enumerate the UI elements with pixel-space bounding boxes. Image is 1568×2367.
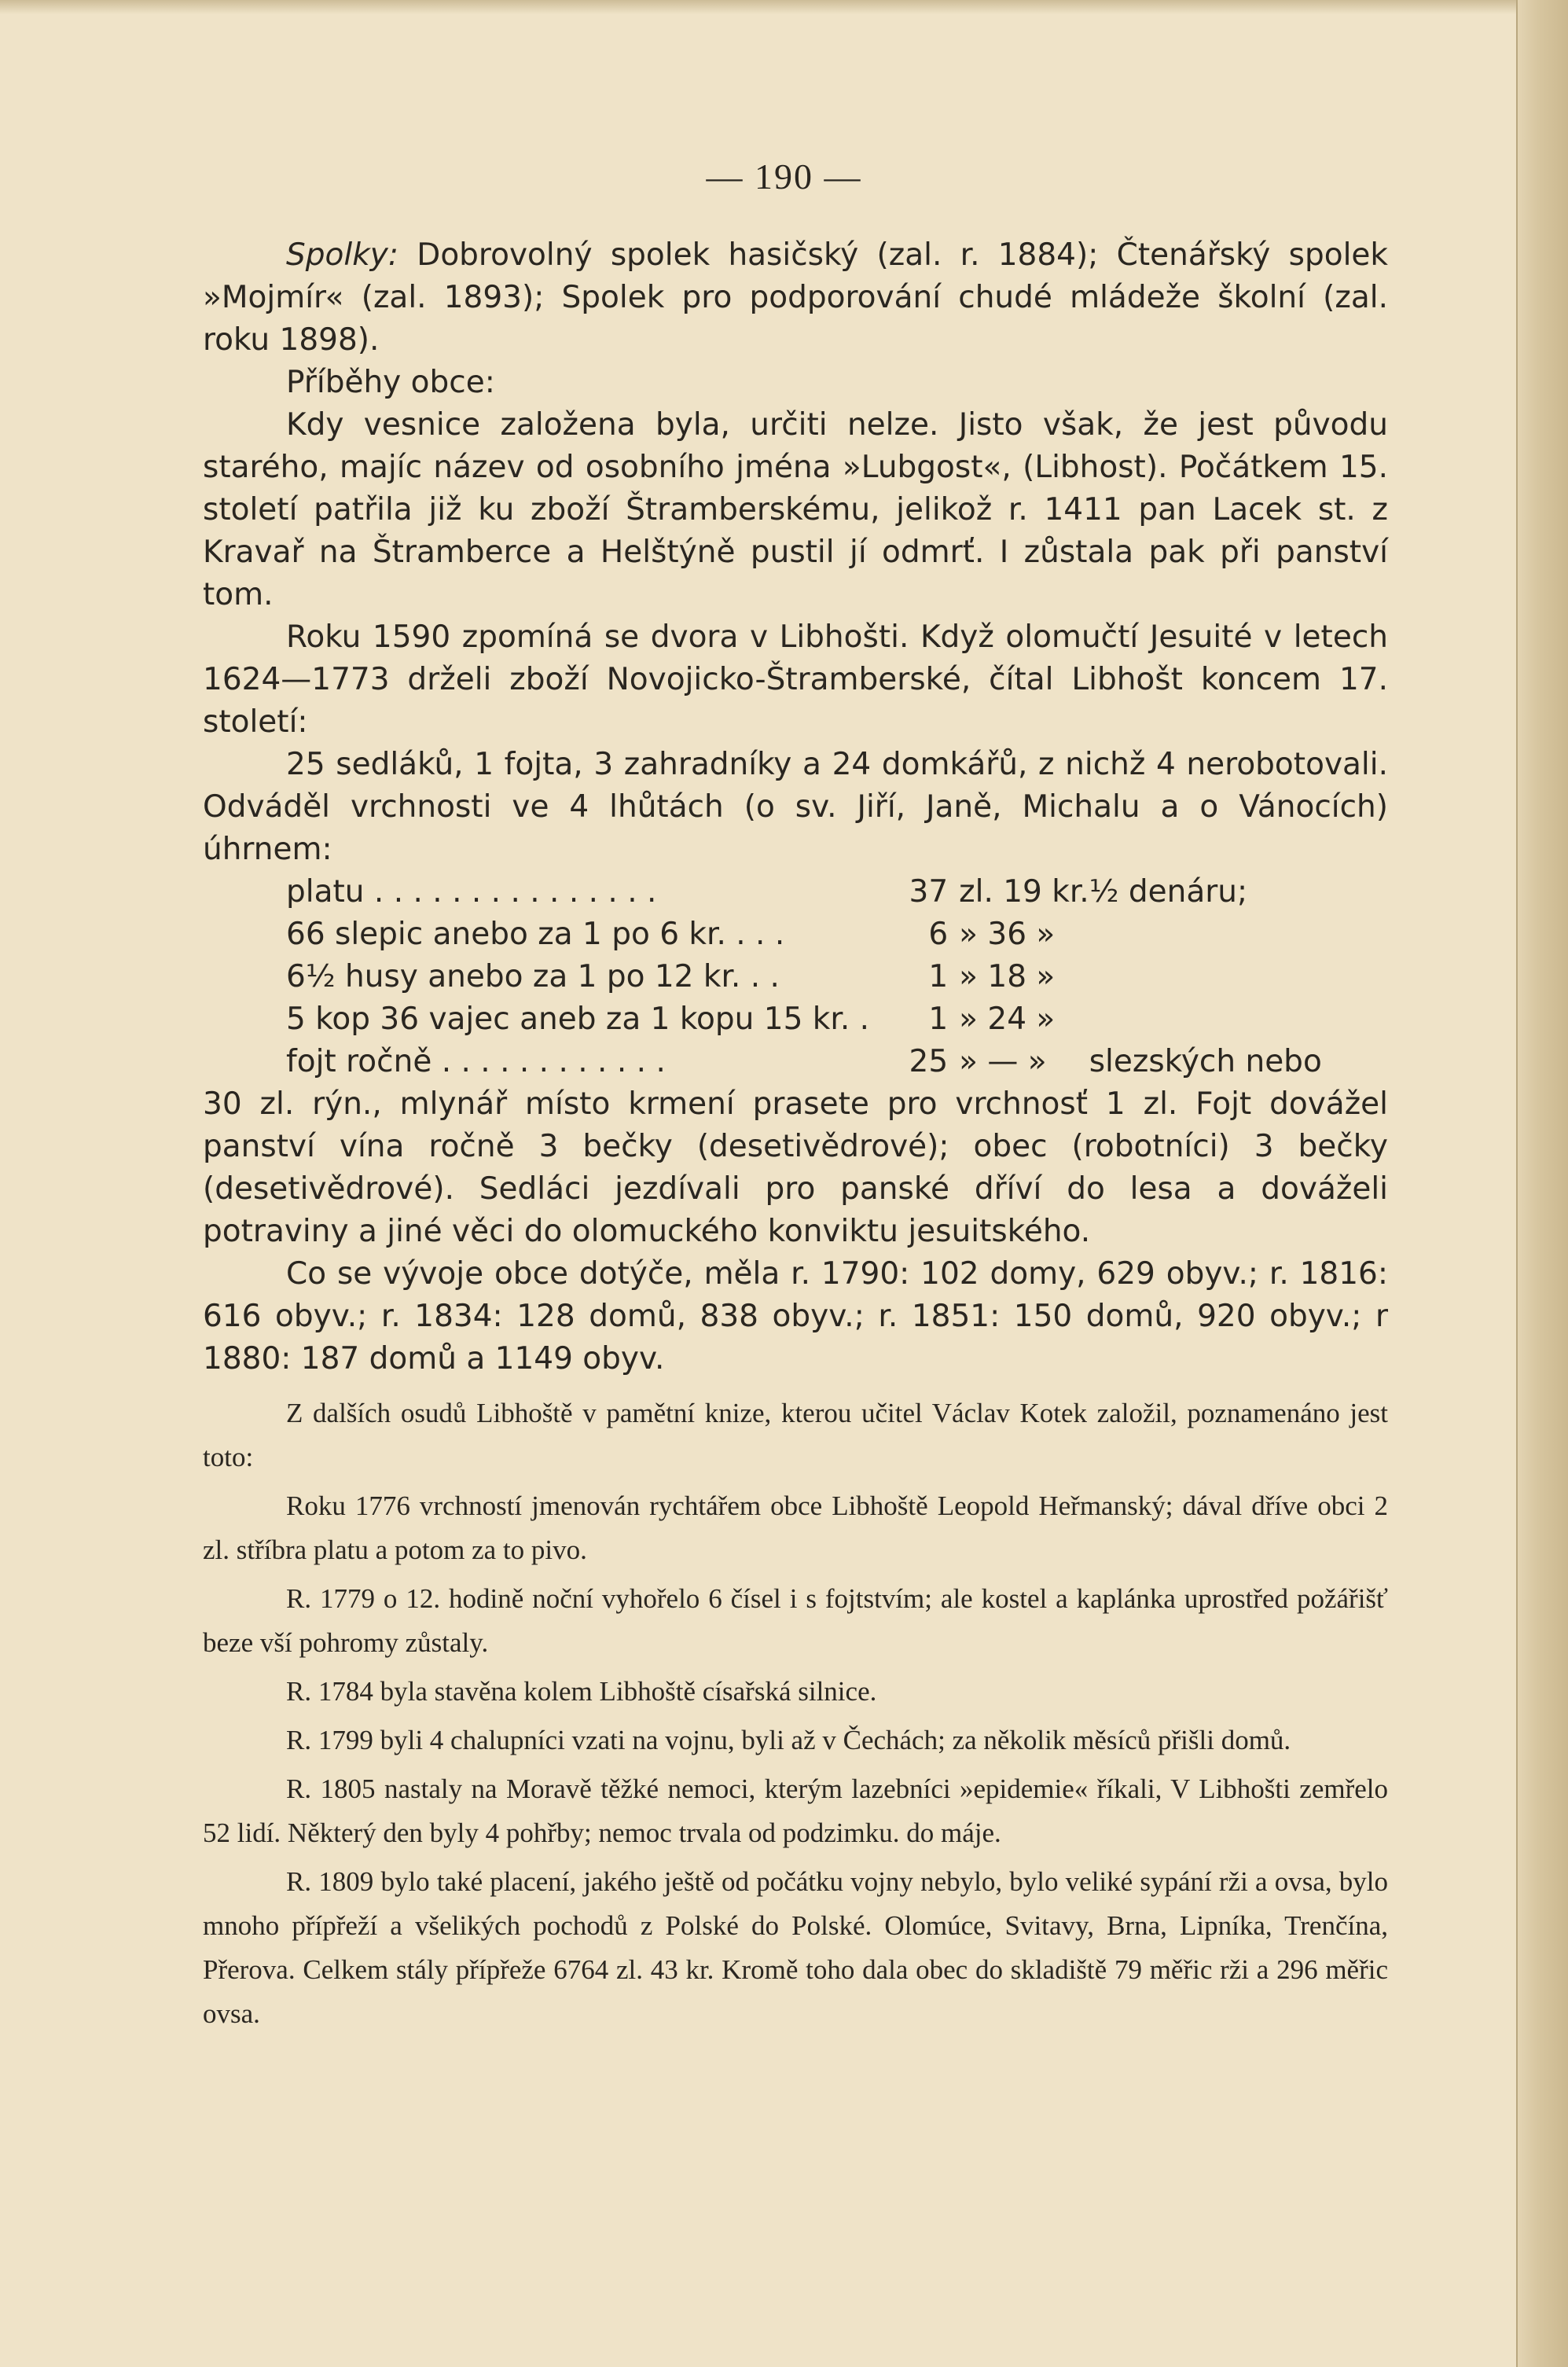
paragraph-4: 30 zl. rýn., mlynář místo krmení prasete pro vrchnosť 1 zl. Fojt dovážel panství vína ročně 3 bečky (desetivědrové); obec (robotníci) 3 bečky (desetivědrové). Sedláci jezdívali pro panské dříví do lesa a dováželi potraviny a jiné věci do olomuckého konviktu jesuitského. [203,1086,1388,1249]
heading-pribehy: Příběhy obce: [286,365,495,400]
tax-item: fojt ročně . . . . . . . . . . . . [286,1044,666,1079]
tax-item: platu . . . . . . . . . . . . . . . [286,874,657,910]
chronicle-entry: R. 1784 byla stavěna kolem Libhoště císařská silnice. [286,1676,877,1707]
table-row [286,956,1388,998]
page-top-shadow [0,0,1568,14]
tax-value: 25 [909,1044,949,1079]
chronicle-entry: R. 1805 nastaly na Moravě těžké nemoci, kterým lazebníci »epidemie« říkali, V Libhošti zemřelo 52 lidí. Některý den byly 4 pohřby; nemoc trvala od podzimku. do máje. [203,1773,1388,1848]
chronicle-entry: Roku 1776 vrchností jmenován rychtářem obce Libhoště Leopold Heřmanský; dával dříve obci 2 zl. stříbra platu a potom za to pivo. [203,1490,1388,1565]
paragraph-1: Kdy vesnice založena byla, určiti nelze. Jisto však, že jest původu starého, majíc název od osobního jména »Lubgost«, (Libhost). Počátkem 15. století patřila již ku zboží Štramberskému, jelikož r. 1411 pan Lacek st. z Kravař na Štramberce a Helštýně pustil jí odmrť. I zůstala pak při panství tom. [203,407,1388,612]
table-row [286,913,1388,956]
tax-value: 1 [928,959,949,994]
tax-value: 37 [909,874,949,910]
chronicle-entry: R. 1799 byli 4 chalupníci vzati na vojnu, byli až v Čechách; za několik měsíců přišli domů. [286,1725,1291,1755]
spolky-text: Dobrovolný spolek hasičský (zal. r. 1884); Čtenářský spolek »Mojmír« (zal. 1893); Spolek pro podporování chudé mládeže školní (zal. roku 1898). [203,237,1388,358]
tax-note: slezských nebo [1089,1044,1322,1079]
tax-unit: » 36 » [959,917,1056,952]
tax-unit: » — » [959,1044,1047,1079]
page-number: — 190 — [706,156,862,197]
paragraph-5: Co se vývoje obce dotýče, měla r. 1790: 102 domy, 629 obyv.; r. 1816: 616 obyv.; r. 1834: 128 domů, 838 obyv.; r. 1851: 150 domů, 920 obyv.; r 1880: 187 domů a 1149 obyv. [203,1256,1388,1376]
paragraph-2: Roku 1590 zpomíná se dvora v Libhošti. Když olomučtí Jesuité v letech 1624—1773 drželi zboží Novojicko-Štramberské, čítal Libhošt koncem 17. století: [203,619,1388,740]
body-text [203,234,1388,2041]
paragraph-3: 25 sedláků, 1 fojta, 3 zahradníky a 24 domkářů, z nichž 4 nerobotovali. Odváděl vrchnosti ve 4 lhůtách (o sv. Jiří, Janě, Michalu a o Vánocích) úhrnem: [203,747,1388,867]
tax-note [1089,998,1388,1041]
tax-table [286,871,1388,1083]
tax-note [1089,956,1388,998]
tax-unit: » 24 » [959,1002,1056,1037]
tax-value: 6 [928,917,949,952]
paragraph-spolky [203,234,1388,362]
tax-unit: zl. 19 kr. [959,874,1089,910]
tax-value: 1 [928,1002,949,1037]
tax-item: 5 kop 36 vajec aneb za 1 kopu 15 kr. . [286,1002,870,1037]
chronicle-section [203,1391,1388,2036]
table-row [286,998,1388,1041]
tax-item: 6½ husy anebo za 1 po 12 kr. . . [286,959,780,994]
page-binding-edge [1516,0,1568,2367]
tax-note: ½ denáru; [1089,874,1248,910]
chronicle-intro: Z dalších osudů Libhoště v pamětní knize, kterou učitel Václav Kotek založil, poznamenáno jest toto: [203,1398,1388,1472]
spolky-label: Spolky: [286,237,399,273]
tax-unit: » 18 » [959,959,1056,994]
table-row [286,871,1388,913]
chronicle-entry: R. 1809 bylo také placení, jakého ještě od počátku vojny nebylo, bylo veliké sypání rži a ovsa, bylo mnoho přípřeží a všelikých pochodů z Polské do Polské. Olomúce, Svitavy, Brna, Lipníka, Trenčína, Přerova. Celkem stály přípřeže 6764 zl. 43 kr. Kromě toho dala obec do skladiště 79 měřic rži a 296 měřic ovsa. [203,1866,1388,2029]
chronicle-entry: R. 1779 o 12. hodině noční vyhořelo 6 čísel i s fojtstvím; ale kostel a kaplánka uprostřed požářišť beze vší pohromy zůstaly. [203,1583,1388,1658]
tax-note [1089,913,1388,956]
tax-item: 66 slepic anebo za 1 po 6 kr. . . . [286,917,785,952]
table-row [286,1041,1388,1083]
